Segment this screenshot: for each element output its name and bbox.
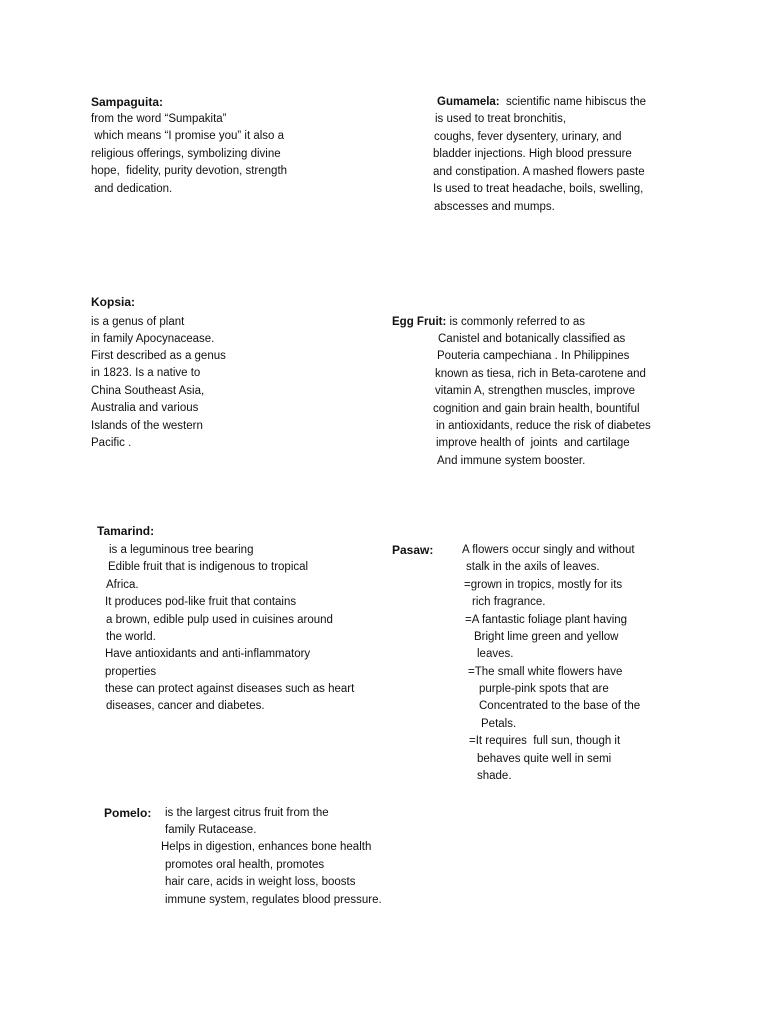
egg-fruit-line: in antioxidants, reduce the risk of diabetes: [436, 420, 651, 432]
pomelo-line: family Rutacease.: [165, 824, 257, 836]
pasaw-line: leaves.: [477, 648, 514, 660]
gumamela-line: Is used to treat headache, boils, swelling,: [433, 183, 644, 195]
kopsia-line: in 1823. Is a native to: [91, 367, 201, 379]
egg-fruit-line: Canistel and botanically classified as: [438, 333, 626, 345]
tamarind-line: diseases, cancer and diabetes.: [106, 700, 265, 712]
pasaw-line: purple-pink spots that are: [479, 683, 609, 695]
egg-fruit-line: cognition and gain brain health, bountiful: [433, 403, 640, 415]
tamarind-line: It produces pod-like fruit that contains: [105, 596, 297, 608]
sampaguita-line: hope, fidelity, purity devotion, strength: [91, 165, 288, 177]
pomelo-line: immune system, regulates blood pressure.: [165, 894, 382, 906]
pasaw-line: =grown in tropics, mostly for its: [464, 579, 623, 591]
kopsia-line: Australia and various: [91, 402, 199, 414]
egg-fruit-title: Egg Fruit:: [392, 316, 447, 328]
pasaw-line: Bright lime green and yellow: [474, 631, 619, 643]
gumamela-line: bladder injections. High blood pressure: [433, 148, 632, 160]
pomelo-line: promotes oral health, promotes: [165, 859, 325, 871]
tamarind-line: these can protect against diseases such as heart: [105, 683, 355, 695]
kopsia-line: Pacific .: [91, 437, 132, 449]
pomelo-line: is the largest citrus fruit from the: [165, 807, 329, 819]
sampaguita-title: Sampaguita:: [91, 95, 164, 109]
gumamela-first-line: scientific name hibiscus the: [499, 96, 647, 108]
tamarind-line: properties: [105, 666, 157, 678]
tamarind-line: a brown, edible pulp used in cuisines around: [106, 614, 333, 626]
egg-fruit-first-line: is commonly referred to as: [446, 316, 585, 328]
pasaw-line: =It requires full sun, though it: [469, 735, 621, 747]
gumamela-line: and constipation. A mashed flowers paste: [433, 166, 645, 178]
gumamela-title: Gumamela:: [437, 96, 500, 108]
tamarind-line: the world.: [106, 631, 156, 643]
tamarind-line: is a leguminous tree bearing: [109, 544, 254, 556]
egg-fruit-line: improve health of joints and cartilage: [436, 437, 630, 449]
pasaw-line: shade.: [477, 770, 512, 782]
egg-fruit-heading-line: [392, 314, 585, 331]
kopsia-line: China Southeast Asia,: [91, 385, 205, 397]
kopsia-line: is a genus of plant: [91, 316, 185, 328]
gumamela-line: abscesses and mumps.: [434, 201, 555, 213]
sampaguita-line: which means “I promise you” it also a: [91, 130, 285, 142]
tamarind-line: Africa.: [106, 579, 139, 591]
pomelo-line: hair care, acids in weight loss, boosts: [165, 876, 356, 888]
gumamela-line: coughs, fever dysentery, urinary, and: [434, 131, 622, 143]
kopsia-line: in family Apocynacease.: [91, 333, 215, 345]
pasaw-line: Petals.: [481, 718, 517, 730]
egg-fruit-line: known as tiesa, rich in Beta-carotene and: [435, 368, 646, 380]
kopsia-title: Kopsia:: [91, 295, 136, 309]
sampaguita-line: religious offerings, symbolizing divine: [91, 148, 281, 160]
pasaw-title: Pasaw:: [392, 543, 434, 557]
egg-fruit-line: Pouteria campechiana . In Philippines: [437, 350, 630, 362]
pasaw-line: behaves quite well in semi: [477, 753, 612, 765]
tamarind-line: Have antioxidants and anti-inflammatory: [105, 648, 311, 660]
tamarind-title: Tamarind:: [97, 524, 155, 538]
pasaw-line: stalk in the axils of leaves.: [466, 561, 600, 573]
pomelo-line: Helps in digestion, enhances bone health: [161, 841, 372, 853]
pasaw-line: =The small white flowers have: [468, 666, 623, 678]
egg-fruit-line: And immune system booster.: [437, 455, 586, 467]
pasaw-line: =A fantastic foliage plant having: [465, 614, 628, 626]
gumamela-line: is used to treat bronchitis,: [435, 113, 567, 125]
kopsia-line: Islands of the western: [91, 420, 203, 432]
gumamela-heading-line: [437, 94, 646, 111]
sampaguita-line: and dedication.: [91, 183, 173, 195]
pasaw-line: rich fragrance.: [472, 596, 546, 608]
sampaguita-line: from the word “Sumpakita”: [91, 113, 227, 125]
kopsia-line: First described as a genus: [91, 350, 226, 362]
pasaw-line: A flowers occur singly and without: [462, 544, 635, 556]
tamarind-line: Edible fruit that is indigenous to tropical: [108, 561, 309, 573]
pasaw-line: Concentrated to the base of the: [479, 700, 641, 712]
pomelo-title: Pomelo:: [104, 806, 152, 820]
egg-fruit-line: vitamin A, strengthen muscles, improve: [435, 385, 636, 397]
